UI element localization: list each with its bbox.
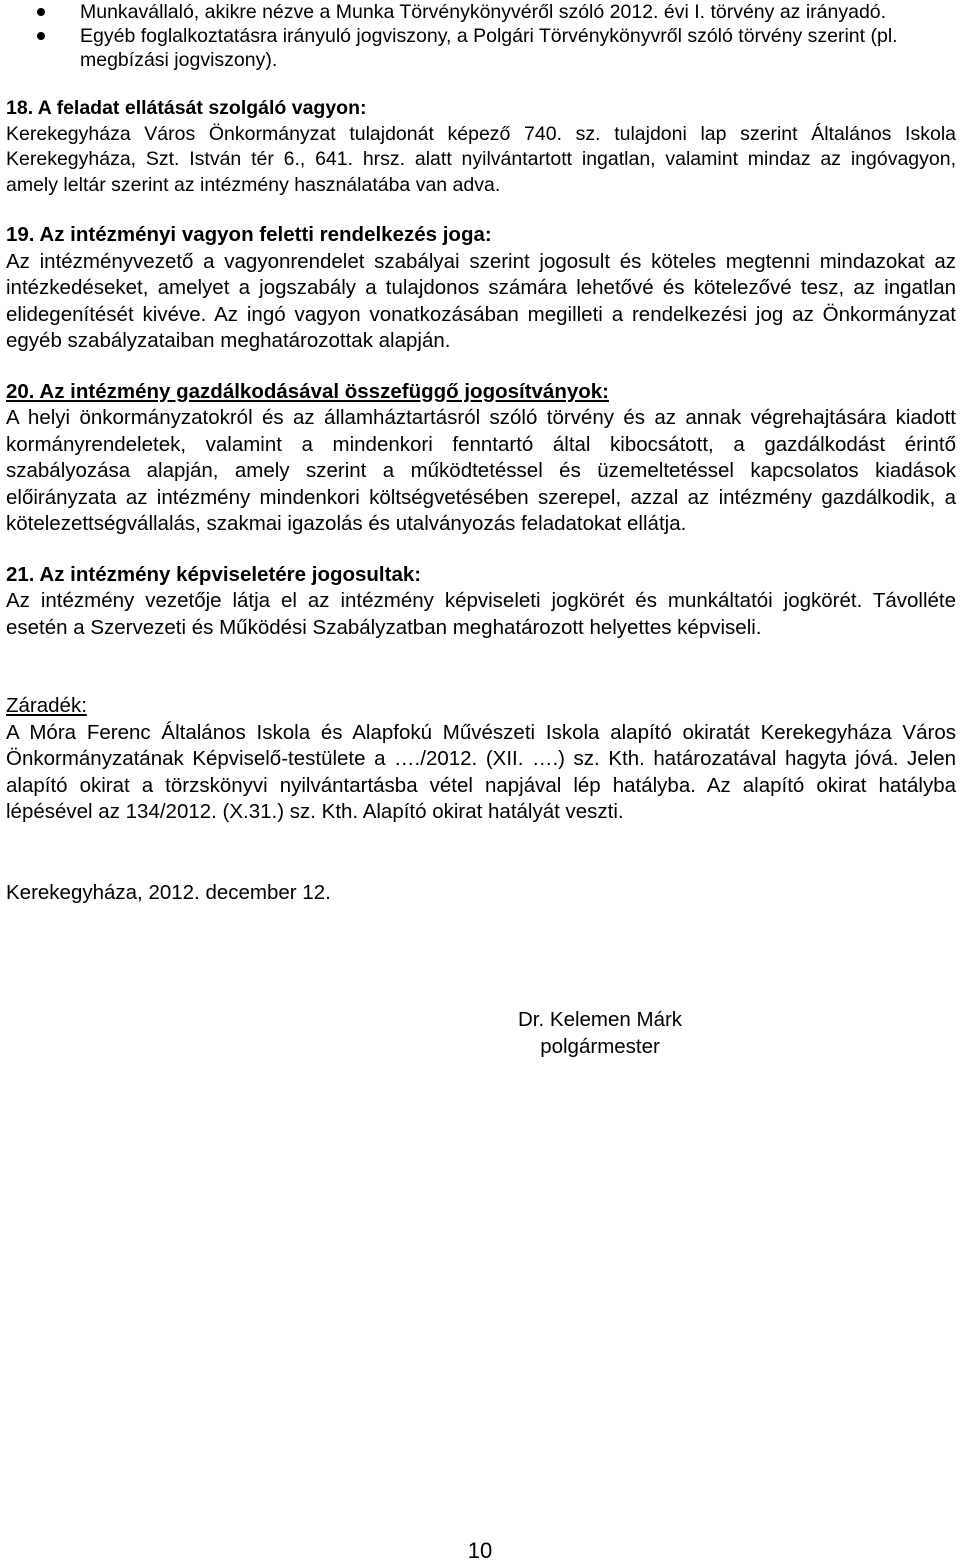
signer-title: polgármester <box>540 1034 660 1058</box>
section-heading: 20. Az intézmény gazdálkodásával összefüggő jogosítványok: <box>6 379 610 403</box>
section-body: Az intézményvezető a vagyonrendelet szabályai szerint jogosult és köteles megtenni mindazokat az intézkedéseket, amelyet a jogszabály a tulajdonos számára lehetővé és kötelezővé tesz, az ingatlan elidegenítését kivéve. Az ingó vagyon vonatkozásában megilleti a rendelkezési jog az Önkormányzat egyéb szabályzataiban meghatározottak alapján. <box>6 249 956 352</box>
section-body: Az intézmény vezetője látja el az intézmény képviseleti jogkörét és munkáltatói jogkörét. Távolléte esetén a Szervezeti és Működési Szabályzatban meghatározott helyettes képviseli. <box>6 589 956 639</box>
document-page <box>6 0 956 906</box>
section-19 <box>6 222 956 355</box>
signature-block <box>518 1007 682 1060</box>
zaradek-body: A Móra Ferenc Általános Iskola és Alapfokú Művészeti Iskola alapító okiratát Kerekegyháza Város Önkormányzatának Képviselő-testülete a …./2012. (XII. ….) sz. Kth. határozatával hagyta jóvá. Jelen alapító okirat a törzskönyvi nyilvántartásba vétel napjával lép hatályba. Az alapító okirat hatályba lépésével az 134/2012. (X.31.) sz. Kth. Alapító okirat hatályát veszti. <box>6 720 956 823</box>
place-date: Kerekegyháza, 2012. december 12. <box>6 880 331 904</box>
bullet-icon <box>37 32 45 40</box>
zaradek-heading: Záradék: <box>6 694 87 717</box>
page-number: 10 <box>467 1538 493 1563</box>
section-body: Kerekegyháza Város Önkormányzat tulajdonát képező 740. sz. tulajdoni lap szerint Általános Iskola Kerekegyháza, Szt. István tér 6., 641. hrsz. alatt nyilvántartott ingatlan, valamint mindaz az ingóvagyon, amely leltár szerint az intézmény használatába van adva. <box>6 122 956 196</box>
bullet-icon <box>37 8 45 16</box>
list-item <box>6 0 956 24</box>
zaradek-section <box>6 693 956 826</box>
section-21 <box>6 562 956 642</box>
bullet-list <box>6 0 956 72</box>
list-item <box>6 24 956 72</box>
section-heading: 18. A feladat ellátását szolgáló vagyon: <box>6 97 367 119</box>
bullet-text: Egyéb foglalkoztatásra irányuló jogviszony, a Polgári Törvénykönyvről szóló törvény szerint (pl. megbízási jogviszony). <box>80 25 898 71</box>
section-18 <box>6 96 956 198</box>
section-20 <box>6 379 956 538</box>
signer-name: Dr. Kelemen Márk <box>518 1008 683 1031</box>
section-body: A helyi önkormányzatokról és az államháztartásról szóló törvény és az annak végrehajtására kiadott kormányrendeletek, valamint a mindenkori fenntartó által kibocsátott, a gazdálkodást érintő szabályozása alapján, amely szerint a működtetéssel és üzemeltetéssel kapcsolatos kiadások előirányzata az intézmény mindenkori költségvetésében szerepel, azzal az intézmény gazdálkodik, a kötelezettségvállalás, szakmai igazolás és utalványozás feladatokat ellátja. <box>6 406 956 535</box>
bullet-text: Munkavállaló, akikre nézve a Munka Törvénykönyvéről szóló 2012. évi I. törvény az irányadó. <box>80 1 887 23</box>
section-heading: 21. Az intézmény képviseletére jogosultak: <box>6 562 422 586</box>
section-heading: 19. Az intézményi vagyon feletti rendelkezés joga: <box>6 223 492 246</box>
